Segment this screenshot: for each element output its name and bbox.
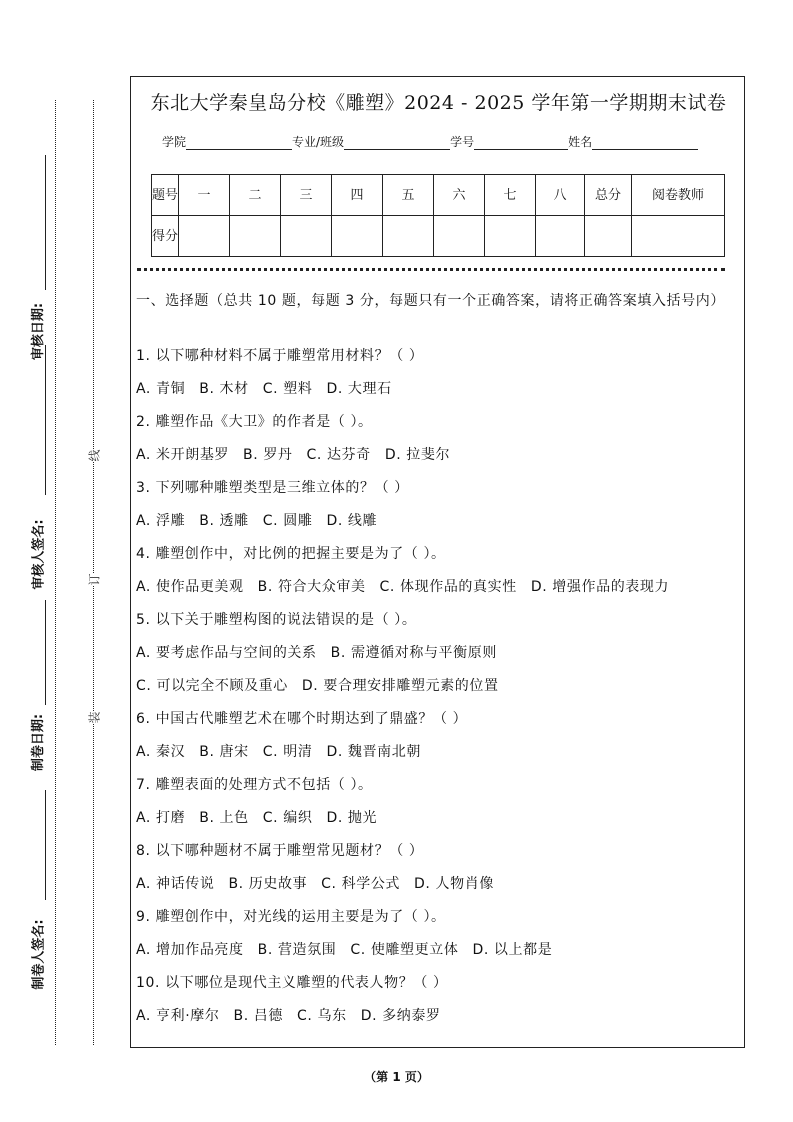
col-6: 六 [434, 175, 485, 216]
col-3: 三 [281, 175, 332, 216]
field-college-label: 学院 [162, 135, 187, 149]
col-1: 一 [179, 175, 230, 216]
section-separator [137, 268, 725, 271]
question-8-options [136, 873, 508, 893]
option[interactable]: B. 罗丹 [243, 447, 293, 463]
field-id-label: 学号 [450, 135, 475, 149]
score-cell[interactable] [434, 216, 485, 257]
option[interactable]: B. 需遵循对称与平衡原则 [330, 645, 497, 661]
question-9: 9. 雕塑创作中，对光线的运用主要是为了（ ）。 [136, 909, 446, 925]
reviewer-signature-label: 审核人签名: [31, 519, 47, 590]
question-5-options [136, 642, 511, 662]
binding-dotted-line-left [55, 100, 56, 1045]
option[interactable]: C. 可以完全不顾及重心 [136, 678, 288, 694]
question-6-options [136, 741, 435, 761]
field-college-blank[interactable] [186, 137, 292, 150]
row-label-score: 得分 [152, 216, 179, 257]
question-9-options [136, 939, 566, 959]
col-4: 四 [332, 175, 383, 216]
question-5: 5. 以下关于雕塑构图的说法错误的是（ ）。 [136, 612, 417, 628]
cut-char-bind: 订 [85, 573, 104, 585]
option[interactable]: B. 透雕 [199, 513, 249, 529]
exam-title: 东北大学秦皇岛分校《雕塑》2024 - 2025 学年第一学期期末试卷 [150, 92, 727, 114]
option[interactable]: A. 打磨 [136, 810, 186, 826]
option[interactable]: C. 体现作品的真实性 [379, 579, 517, 595]
option[interactable]: D. 以上都是 [472, 942, 553, 958]
question-4: 4. 雕塑创作中，对比例的把握主要是为了（ ）。 [136, 546, 446, 562]
col-7: 七 [485, 175, 536, 216]
question-2: 2. 雕塑作品《大卫》的作者是（ ）。 [136, 414, 373, 430]
option[interactable]: D. 多纳泰罗 [360, 1008, 441, 1024]
signature-line [45, 600, 46, 705]
score-cell[interactable] [536, 216, 585, 257]
exam-frame [130, 76, 745, 1048]
paper-date-label: 制卷日期: [31, 713, 47, 772]
page-number: （第 1 页） [364, 1070, 429, 1084]
option[interactable]: B. 木材 [199, 381, 249, 397]
option[interactable]: D. 大理石 [326, 381, 392, 397]
question-10-options [136, 1005, 455, 1025]
option[interactable]: B. 营造氛围 [257, 942, 337, 958]
review-date-label: 审核日期: [31, 302, 47, 361]
student-info-row [162, 133, 698, 150]
score-table [151, 174, 725, 257]
score-cell[interactable] [585, 216, 632, 257]
option[interactable]: A. 青铜 [136, 381, 186, 397]
score-cell[interactable] [632, 216, 725, 257]
option[interactable]: A. 亨利·摩尔 [136, 1008, 220, 1024]
option[interactable]: B. 唐宋 [199, 744, 249, 760]
option[interactable]: D. 要合理安排雕塑元素的位置 [301, 678, 499, 694]
option[interactable]: C. 明清 [262, 744, 313, 760]
score-cell[interactable] [485, 216, 536, 257]
question-10: 10. 以下哪位是现代主义雕塑的代表人物？（ ） [136, 975, 448, 991]
field-id-blank[interactable] [474, 137, 568, 150]
option[interactable]: D. 拉斐尔 [384, 447, 451, 463]
col-total: 总分 [585, 175, 632, 216]
option[interactable]: D. 抛光 [326, 810, 378, 826]
option[interactable]: D. 人物肖像 [414, 876, 494, 892]
option[interactable]: C. 编织 [262, 810, 313, 826]
question-6: 6. 中国古代雕塑艺术在哪个时期达到了鼎盛？（ ） [136, 711, 468, 727]
score-cell[interactable] [332, 216, 383, 257]
option[interactable]: C. 塑料 [262, 381, 313, 397]
col-8: 八 [536, 175, 585, 216]
question-4-options [136, 576, 669, 596]
score-cell[interactable] [230, 216, 281, 257]
score-cell[interactable] [281, 216, 332, 257]
option[interactable]: B. 历史故事 [228, 876, 308, 892]
question-8: 8. 以下哪种题材不属于雕塑常见题材？（ ） [136, 843, 424, 859]
option[interactable]: C. 乌东 [297, 1008, 347, 1024]
option[interactable]: D. 线雕 [326, 513, 378, 529]
paper-maker-signature-label: 制卷人签名: [31, 919, 47, 990]
option[interactable]: D. 魏晋南北朝 [326, 744, 421, 760]
section-intro: 一、选择题（总共 10 题，每题 3 分，每题只有一个正确答案，请将正确答案填入括号内） [136, 293, 725, 309]
option[interactable]: B. 上色 [199, 810, 249, 826]
field-major-label: 专业/班级 [292, 135, 345, 149]
option[interactable]: D. 增强作品的表现力 [530, 579, 670, 595]
col-grader: 阅卷教师 [632, 175, 725, 216]
score-table-score-row [152, 216, 725, 257]
option[interactable]: B. 吕德 [233, 1008, 283, 1024]
option[interactable]: B. 符合大众审美 [257, 579, 366, 595]
question-1: 1. 以下哪种材料不属于雕塑常用材料？（ ） [136, 348, 424, 364]
cut-char-assemble: 装 [85, 711, 104, 723]
question-7-options [136, 807, 391, 827]
question-3-options [136, 510, 391, 530]
option[interactable]: A. 浮雕 [136, 513, 186, 529]
field-name-blank[interactable] [592, 137, 698, 150]
field-name-label: 姓名 [568, 135, 593, 149]
option[interactable]: A. 使作品更美观 [136, 579, 244, 595]
option[interactable]: A. 要考虑作品与空间的关系 [136, 645, 317, 661]
signature-line [45, 155, 46, 290]
signature-line [45, 345, 46, 495]
signature-line [45, 790, 46, 900]
option[interactable]: C. 圆雕 [262, 513, 313, 529]
option[interactable]: C. 达芬奇 [306, 447, 371, 463]
option[interactable]: A. 神话传说 [136, 876, 215, 892]
option[interactable]: A. 增加作品亮度 [136, 942, 244, 958]
cut-char-line: 线 [85, 449, 104, 461]
question-3: 3. 下列哪种雕塑类型是三维立体的？（ ） [136, 480, 409, 496]
option[interactable]: A. 米开朗基罗 [136, 447, 230, 463]
question-2-options [136, 444, 464, 464]
option[interactable]: A. 秦汉 [136, 744, 186, 760]
col-5: 五 [383, 175, 434, 216]
score-cell[interactable] [179, 216, 230, 257]
question-7: 7. 雕塑表面的处理方式不包括（ ）。 [136, 777, 373, 793]
option[interactable]: C. 科学公式 [321, 876, 401, 892]
col-2: 二 [230, 175, 281, 216]
question-5-options-line2 [136, 675, 513, 695]
row-label-question: 题号 [152, 175, 179, 216]
score-table-header-row [152, 175, 725, 216]
score-cell[interactable] [383, 216, 434, 257]
field-major-blank[interactable] [344, 137, 450, 150]
option[interactable]: C. 使雕塑更立体 [350, 942, 459, 958]
question-1-options [136, 378, 406, 398]
